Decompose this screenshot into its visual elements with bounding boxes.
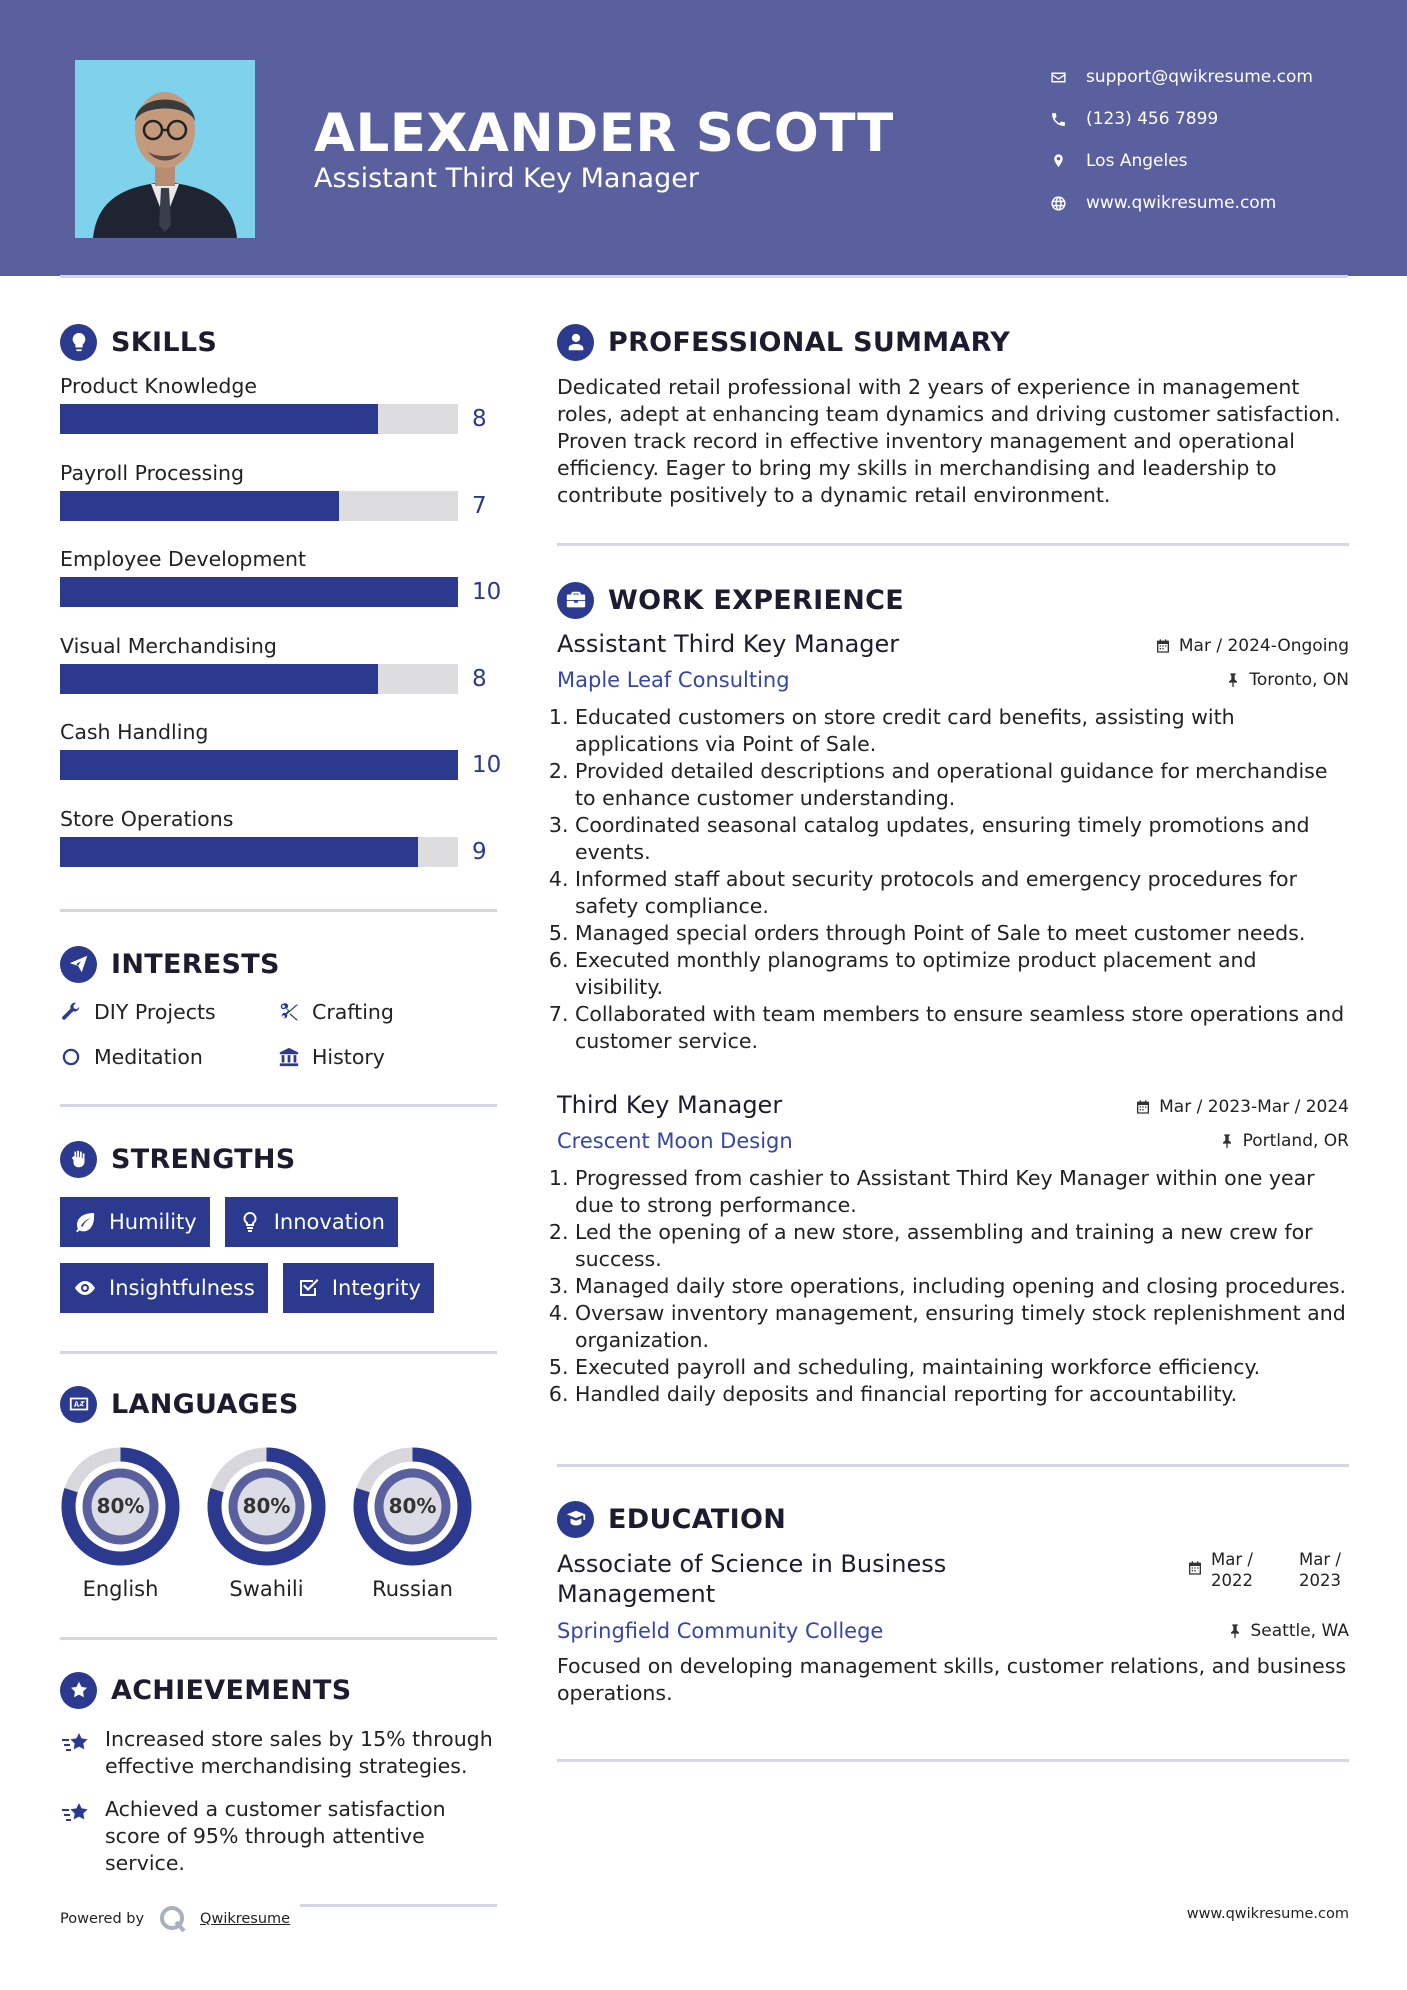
user-icon [557, 324, 594, 361]
achievement-item [60, 1796, 497, 1877]
skill-bar [60, 837, 458, 867]
left-column [60, 318, 502, 1877]
duty-item: 2. Led the opening of a new store, assembling and training a new crew for success. [575, 1219, 1349, 1273]
footer-website[interactable]: www.qwikresume.com [1186, 1906, 1349, 1922]
language-item [206, 1446, 327, 1601]
contact-phone-text: (123) 456 7899 [1086, 109, 1219, 129]
contact-location [1050, 140, 1380, 182]
job-dates [1135, 1097, 1349, 1117]
education-description: Focused on developing management skills, customer relations, and business operations. [557, 1654, 1347, 1705]
skills-list [60, 374, 502, 893]
interest-label: DIY Projects [94, 999, 216, 1024]
leaf-icon [73, 1210, 97, 1234]
skill-name: Cash Handling [60, 720, 209, 744]
interest-item [60, 998, 278, 1025]
language-gauge [60, 1446, 181, 1567]
duty-item: 3. Coordinated seasonal catalog updates, ensuring timely promotions and events. [575, 812, 1349, 866]
scissors-icon [278, 1001, 300, 1023]
languages-list [60, 1446, 497, 1601]
section-divider [60, 1351, 497, 1354]
duty-item: 1. Educated customers on store credit card benefits, assisting with applications via Point of Sale. [575, 704, 1349, 758]
skill-value: 8 [472, 665, 487, 692]
strength-chip [60, 1197, 210, 1247]
achievements-title: ACHIEVEMENTS [111, 1674, 352, 1706]
skill-item [60, 807, 497, 894]
job-title: Third Key Manager [557, 1091, 783, 1119]
header-divider [60, 275, 1348, 278]
strengths-list [60, 1197, 497, 1313]
language-gauge [352, 1446, 473, 1567]
strengths-heading [60, 1135, 497, 1183]
language-percent: 80% [388, 1494, 437, 1518]
duty-item: 4. Oversaw inventory management, ensuring timely stock replenishment and organization. [575, 1300, 1349, 1354]
skill-bar-fill [60, 404, 378, 434]
skill-bar [60, 750, 458, 780]
duty-item: 6. Handled daily deposits and financial reporting for accountability. [575, 1381, 1349, 1408]
skill-bar [60, 404, 458, 434]
duty-item: 5. Executed payroll and scheduling, maintaining workforce efficiency. [575, 1354, 1349, 1381]
contact-website-text: www.qwikresume.com [1086, 193, 1277, 213]
contact-list [1050, 56, 1380, 224]
fist-icon [60, 1141, 97, 1178]
skill-bar-fill [60, 664, 378, 694]
candidate-title: Assistant Third Key Manager [314, 163, 699, 194]
contact-phone[interactable] [1050, 98, 1380, 140]
museum-icon [278, 1046, 300, 1068]
skill-value: 10 [472, 752, 502, 778]
section-divider [60, 1637, 497, 1640]
skill-bar-fill [60, 750, 458, 780]
skill-value: 8 [472, 406, 487, 432]
shooting-star-icon [60, 1797, 92, 1829]
skill-value: 9 [472, 838, 487, 865]
skill-item [60, 547, 502, 634]
interests-title: INTERESTS [111, 948, 280, 980]
skill-item [60, 461, 497, 548]
job-location [1219, 1131, 1349, 1151]
duty-item: 4. Informed staff about security protocols and emergency procedures for safety compliance. [575, 866, 1349, 920]
strength-chip [60, 1263, 268, 1313]
circle-icon [60, 1046, 82, 1068]
mail-icon [1050, 69, 1086, 86]
language-icon [60, 1386, 97, 1423]
contact-email[interactable] [1050, 56, 1380, 98]
education-start: Mar / 2022 [1211, 1550, 1253, 1590]
achievement-text: Increased store sales by 15% through effective merchandising strategies. [105, 1727, 493, 1778]
language-percent: 80% [96, 1494, 145, 1518]
strength-chip [283, 1263, 434, 1313]
calendar-icon [1155, 638, 1171, 654]
education-end: Mar / 2023 [1299, 1550, 1341, 1590]
language-name: English [82, 1577, 159, 1601]
duty-item: 2. Provided detailed descriptions and operational guidance for merchandise to enhance customer understanding. [575, 758, 1349, 812]
achievements-heading [60, 1666, 497, 1714]
job-dates [1155, 636, 1349, 656]
contact-location-text: Los Angeles [1086, 151, 1188, 171]
language-item [352, 1446, 473, 1601]
skill-bar-fill [60, 577, 458, 607]
section-divider [60, 909, 497, 912]
skill-item [60, 374, 497, 461]
skill-bar [60, 664, 458, 694]
pushpin-icon [1219, 1133, 1235, 1149]
skill-value: 10 [472, 579, 502, 605]
education-dates [1187, 1549, 1349, 1591]
interest-label: Crafting [312, 999, 394, 1024]
languages-heading [60, 1380, 497, 1428]
degree-name: Associate of Science in Business Management [557, 1550, 947, 1608]
summary-title: PROFESSIONAL SUMMARY [608, 326, 1011, 358]
location-icon [1050, 153, 1086, 170]
language-percent: 80% [242, 1494, 291, 1518]
language-gauge [206, 1446, 327, 1567]
skill-bar-fill [60, 837, 418, 867]
language-name: Swahili [229, 1577, 304, 1601]
achievements-list [60, 1726, 497, 1877]
summary-heading [557, 318, 1349, 366]
school-name: Springfield Community College [557, 1619, 884, 1643]
skill-name: Employee Development [60, 547, 307, 571]
duty-item: 3. Managed daily store operations, including opening and closing procedures. [575, 1273, 1349, 1300]
education-location [1227, 1621, 1350, 1641]
strength-chip [225, 1197, 398, 1247]
interest-item [278, 998, 498, 1025]
star-badge-icon [60, 1672, 97, 1709]
eye-icon [73, 1276, 97, 1300]
candidate-name: ALEXANDER SCOTT [314, 103, 894, 164]
experience-title: WORK EXPERIENCE [608, 584, 904, 616]
education-heading [557, 1495, 1349, 1543]
lightbulb-icon [60, 324, 97, 361]
achievement-text: Achieved a customer satisfaction score of 95% through attentive service. [105, 1797, 446, 1875]
checkbox-icon [296, 1276, 320, 1300]
skill-name: Visual Merchandising [60, 633, 277, 658]
skill-bar [60, 577, 458, 607]
interest-item [278, 1043, 498, 1070]
interest-label: History [312, 1044, 385, 1069]
strengths-title: STRENGTHS [111, 1143, 296, 1175]
interests-heading [60, 940, 497, 988]
skill-name: Payroll Processing [60, 460, 245, 485]
phone-icon [1050, 111, 1086, 128]
job-dates-text: Mar / 2023-Mar / 2024 [1159, 1097, 1349, 1117]
strength-label: Integrity [331, 1276, 421, 1300]
powered-by-label: Powered by [60, 1911, 145, 1927]
achievement-item [60, 1726, 497, 1780]
qwikresume-logo-icon [158, 1904, 188, 1934]
powered-by [60, 1904, 300, 1934]
duty-item: 6. Executed monthly planograms to optimize product placement and visibility. [575, 947, 1349, 1001]
skill-name: Product Knowledge [60, 374, 258, 398]
lightbulb-icon [238, 1210, 262, 1234]
strength-label: Innovation [273, 1210, 385, 1234]
duty-item: 5. Managed special orders through Point of Sale to meet customer needs. [575, 920, 1349, 947]
skill-bar-fill [60, 491, 339, 521]
skills-heading [60, 318, 497, 366]
graduate-icon [557, 1501, 594, 1538]
skills-title: SKILLS [111, 326, 218, 358]
globe-icon [1050, 195, 1086, 212]
education-entry [557, 1549, 1349, 1707]
skill-item [60, 634, 497, 721]
briefcase-icon [557, 582, 594, 619]
right-column [557, 318, 1349, 1762]
languages-title: LANGUAGES [111, 1388, 299, 1420]
education-title: EDUCATION [608, 1503, 787, 1535]
education-location-text: Seattle, WA [1250, 1621, 1349, 1641]
job-location-text: Toronto, ON [1249, 670, 1349, 690]
experience-heading [557, 576, 1349, 624]
strength-label: Insightfulness [109, 1276, 255, 1300]
skill-bar [60, 491, 458, 521]
calendar-icon [1187, 1560, 1203, 1576]
duty-item: 1. Progressed from cashier to Assistant Third Key Manager within one year due to strong performance. [575, 1165, 1349, 1219]
wrench-icon [60, 1001, 82, 1023]
calendar-icon [1135, 1099, 1151, 1115]
brand-link[interactable]: Qwikresume [200, 1911, 291, 1927]
job-duties [557, 1165, 1349, 1408]
interests-list [60, 998, 497, 1070]
job-dates-text: Mar / 2024-Ongoing [1178, 636, 1349, 656]
contact-website[interactable] [1050, 182, 1380, 224]
job-location [1225, 670, 1349, 690]
language-name: Russian [372, 1577, 453, 1601]
pushpin-icon [1225, 672, 1241, 688]
company-name: Crescent Moon Design [557, 1129, 793, 1153]
interest-item [60, 1043, 278, 1070]
summary-text: Dedicated retail professional with 2 years of experience in management roles, adept at enhancing team dynamics and driving customer satisfaction. Proven track record in effective inventory management and operational efficiency. Eager to bring my skills in merchandising and leadership to contribute positively to a dynamic retail environment. [557, 375, 1341, 507]
resume-header [0, 0, 1407, 276]
section-divider [557, 1464, 1349, 1467]
job-entry [557, 1091, 1349, 1408]
job-title: Assistant Third Key Manager [557, 630, 900, 658]
job-location-text: Portland, OR [1242, 1131, 1349, 1151]
strength-label: Humility [109, 1210, 197, 1234]
duty-item: 7. Collaborated with team members to ensure seamless store operations and customer service. [575, 1001, 1349, 1055]
skill-value: 7 [472, 492, 487, 519]
job-duties [557, 704, 1349, 1055]
interest-label: Meditation [94, 1044, 203, 1069]
language-item [60, 1446, 181, 1601]
company-name: Maple Leaf Consulting [557, 668, 790, 692]
section-divider [60, 1104, 497, 1107]
pushpin-icon [1227, 1623, 1243, 1639]
footer-powered [60, 1898, 497, 1930]
skill-name: Store Operations [60, 806, 234, 831]
section-divider [557, 543, 1349, 546]
job-entry [557, 630, 1349, 1055]
section-divider [557, 1759, 1349, 1762]
skill-item [60, 720, 502, 807]
paper-plane-icon [60, 946, 97, 983]
shooting-star-icon [60, 1727, 92, 1759]
contact-email-text: support@qwikresume.com [1086, 67, 1313, 87]
profile-photo [75, 60, 255, 238]
